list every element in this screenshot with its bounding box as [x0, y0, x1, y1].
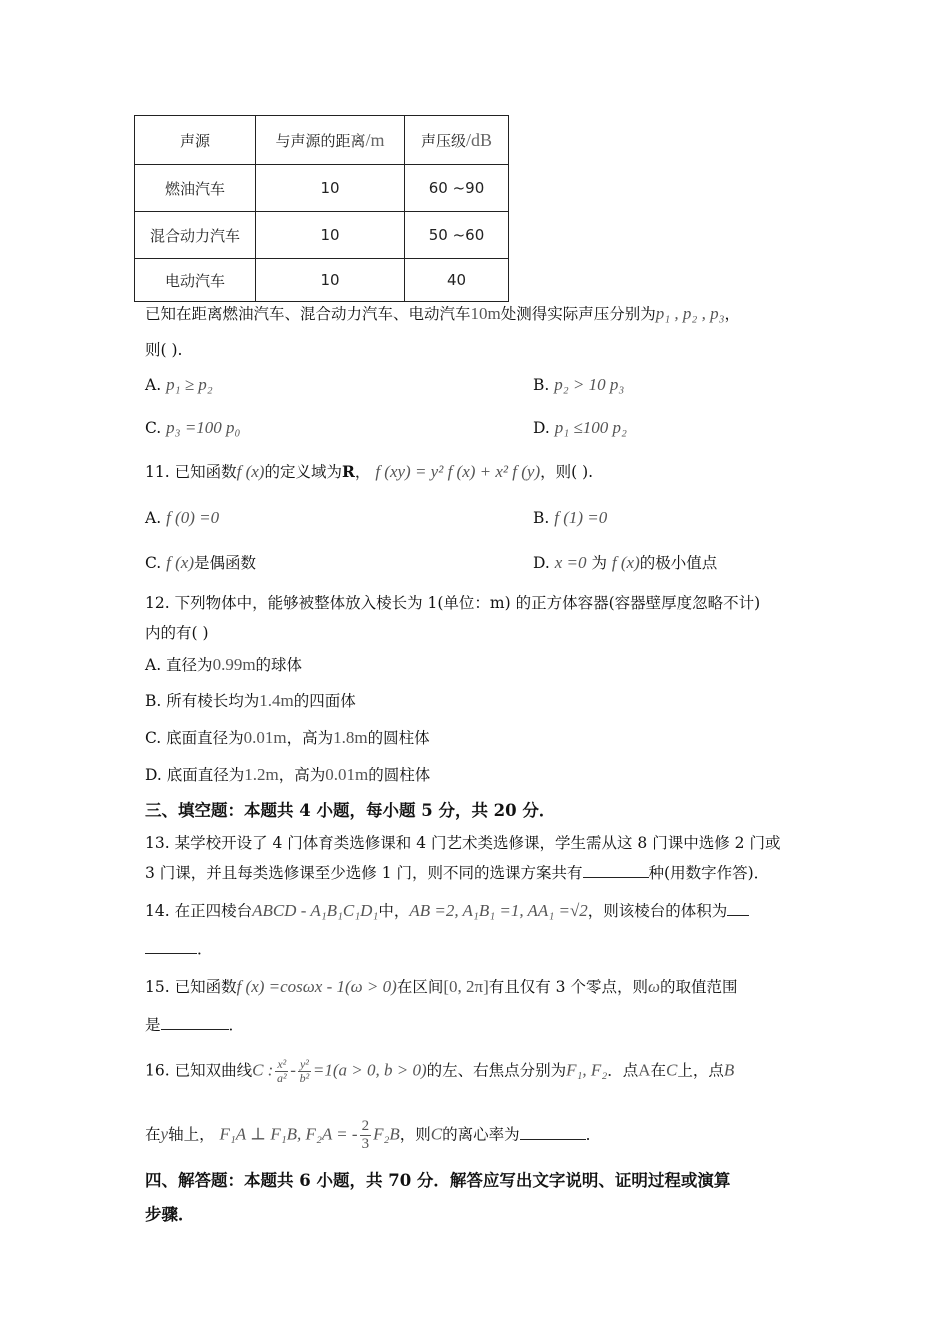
q11-option-a: A. f (0) =0: [145, 508, 220, 527]
answer-blank: [145, 939, 197, 954]
table-header-distance: 与声源的距离/m: [256, 116, 405, 165]
q10-option-a: A. p₁ ≥ p₂: [145, 375, 213, 394]
fraction-x-a: $\frac{\text{x²}}{\text{a²}}$: [276, 1057, 287, 1085]
table-header-level: 声压级/dB: [405, 116, 509, 165]
q12-stem-line2: 内的有( ): [145, 624, 209, 642]
answer-blank: [520, 1125, 586, 1140]
q12-stem-line1: 12. 下列物体中，能够被整体放入棱长为 1(单位：m) 的正方体容器(容器壁厚度忽略不计): [145, 594, 761, 612]
q10-option-b: B. p₂ > 10 p₃: [533, 375, 625, 394]
table-row: [135, 259, 509, 302]
table-cell-distance: 10: [256, 212, 405, 259]
q12-option-c: C. 底面直径为0.01m，高为1.8m的圆柱体: [145, 728, 430, 747]
q12-option-a: A. 直径为0.99m的球体: [145, 655, 303, 674]
answer-blank: [727, 901, 749, 916]
table-row: [135, 212, 509, 259]
q12-option-b: B. 所有棱长均为1.4m的四面体: [145, 691, 356, 710]
section3-heading: 三、填空题：本题共 4 小题，每小题 5 分，共 20 分．: [145, 801, 556, 820]
table-cell-source: 电动汽车: [135, 259, 256, 302]
q14-line1: 14. 在正四棱台ABCD - A₁B₁C₁D₁中，AB =2, A₁B₁ =1, AA₁ =√2，则该棱台的体积为: [145, 900, 749, 922]
fraction-two-thirds: $\frac{2}{3}$: [361, 1118, 370, 1152]
table-header-source: 声源: [135, 116, 256, 165]
table-cell-level: 50 ~60: [405, 212, 509, 259]
q10-option-c: C. p₃ =100 p₀: [145, 418, 241, 437]
table-cell-source: 混合动力汽车: [135, 212, 256, 259]
q10-option-d: D. p₁ ≤100 p₂: [533, 418, 627, 437]
section4-heading-line2: 步骤．: [145, 1205, 195, 1224]
q11-option-c: C. f (x)是偶函数: [145, 553, 257, 572]
q14-line2: ．: [145, 938, 213, 960]
answer-blank: [583, 863, 649, 878]
table-header-row: [135, 116, 509, 165]
q12-option-d: D. 底面直径为1.2m，高为0.01m的圆柱体: [145, 765, 431, 784]
q10-stem-line1: 已知在距离燃油汽车、混合动力汽车、电动汽车10m处测得实际声压分别为p₁ , p₂ , p₃，: [145, 304, 741, 323]
q10-stem-line2: 则( ).: [145, 341, 183, 359]
table-cell-level: 60 ~90: [405, 165, 509, 212]
table-cell-distance: 10: [256, 259, 405, 302]
section4-heading-line1: 四、解答题：本题共 6 小题，共 70 分．解答应写出文字说明、证明过程或演算: [145, 1171, 731, 1190]
q15-line1: 15. 已知函数f (x) =cosωx - 1(ω > 0)在区间[0, 2π]有且仅有 3 个零点，则ω的取值范围: [145, 977, 738, 996]
fraction-y-b: $\frac{\text{y²}}{\text{b²}}$: [299, 1057, 310, 1085]
q11-option-b: B. f (1) =0: [533, 508, 608, 527]
q16-line1: 16. 已知双曲线C : $\frac{\text{x²}}{\text{a²}}$ - $\frac{\text{y²}}{\text{b²}}$ =1(a > 0, b > 0)的左、右焦点分别为F₁, F₂．点A在C上，点B: [145, 1057, 735, 1085]
table-cell-source: 燃油汽车: [135, 165, 256, 212]
q16-line2: 在y轴上， F₁A ⊥ F₁B, F₂A = - $\frac{2}{3}$ F₂B，则C的离心率为 ．: [145, 1118, 602, 1152]
q13-line2: 3 门课，并且每类选修课至少选修 1 门，则不同的选课方案共有 种(用数字作答)．: [145, 864, 770, 882]
answer-blank: [161, 1015, 229, 1030]
table-row: [135, 165, 509, 212]
table-cell-distance: 10: [256, 165, 405, 212]
q11-stem: 11. 已知函数f (x)的定义域为R， f (xy) = y² f (x) + x² f (y)，则( ).: [145, 462, 594, 481]
sound-level-table: [134, 115, 509, 302]
table-cell-level: 40: [405, 259, 509, 302]
q15-line2: 是 ．: [145, 1016, 245, 1034]
q11-option-d: D. x =0 为 f (x)的极小值点: [533, 553, 718, 572]
q13-line1: 13. 某学校开设了 4 门体育类选修课和 4 门艺术类选修课，学生需从这 8 门课中选修 2 门或: [145, 834, 781, 852]
